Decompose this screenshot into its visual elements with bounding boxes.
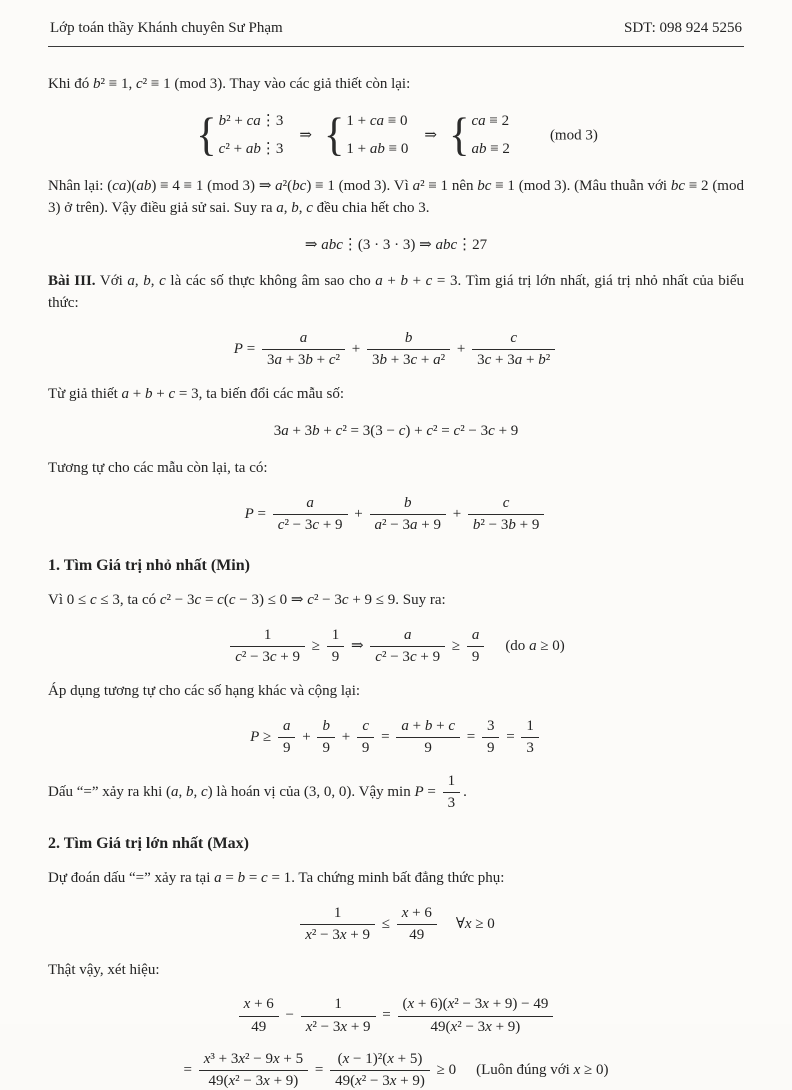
text-run: Dấu “=” xảy ra khi <box>48 783 166 800</box>
fraction <box>467 627 485 667</box>
cases-rows <box>471 111 509 162</box>
fraction-numerator: 1 <box>300 905 375 925</box>
fraction-numerator: a <box>273 495 348 515</box>
math-run: = <box>377 729 394 746</box>
fraction-numerator: c <box>357 718 375 738</box>
fraction-denominator: 3b + 3c + a² <box>372 352 446 368</box>
paragraph <box>48 590 744 612</box>
display-equation <box>48 495 744 535</box>
text-run: (mod 3) ⇒ <box>203 178 276 194</box>
fraction <box>278 718 296 758</box>
fraction <box>472 330 555 370</box>
math-run: (3, 0, 0) <box>303 783 352 800</box>
fraction-denominator: b² − 3b + 9 <box>472 516 540 533</box>
fraction-denominator: 3 <box>526 740 534 757</box>
fraction-numerator: a + b + c <box>396 718 460 738</box>
fraction-numerator: 1 <box>230 627 305 647</box>
fraction-numerator: a <box>278 718 296 738</box>
fraction-numerator: (x − 1)²(x + 5) <box>330 1051 430 1071</box>
heading-text: 1. Tìm Giá trị nhỏ nhất (Min) <box>48 557 250 574</box>
text-run: là các số thực không âm sao cho <box>165 273 376 290</box>
fraction-denominator: x² − 3x + 9 <box>305 1018 371 1035</box>
fraction-numerator: a <box>370 627 445 647</box>
display-equation <box>48 1051 744 1090</box>
fraction-numerator: b <box>370 495 446 515</box>
paragraph <box>48 960 744 982</box>
math-run: a + b + c = 3 <box>121 386 199 403</box>
fraction-numerator: c <box>468 495 544 515</box>
text-run: , ta biến đổi các mẫu số: <box>198 386 344 403</box>
display-equation <box>48 330 744 370</box>
math-run: ⇒ abc⋮(3 · 3 · 3) ⇒ abc⋮27 <box>304 236 488 253</box>
text-run: . <box>463 783 467 800</box>
fraction-numerator: 1 <box>327 627 345 647</box>
case-row: 1 + ab ≡ 0 <box>346 141 409 158</box>
display-equation <box>48 235 744 257</box>
display-equation <box>48 111 744 162</box>
math-run: P ≥ <box>250 729 275 746</box>
text-run: (Luôn đúng với <box>476 1062 574 1079</box>
math-run: ⇒ <box>299 127 312 144</box>
text-run: là hoán vị của <box>212 783 304 800</box>
fraction <box>367 330 450 370</box>
fraction <box>230 627 305 667</box>
paragraph <box>48 458 744 480</box>
fraction <box>521 718 539 758</box>
text-run: . Vậy min <box>351 783 415 800</box>
fraction <box>397 905 437 945</box>
text-run: Thật vậy, xét hiệu: <box>48 961 160 978</box>
section-heading <box>48 832 744 855</box>
fraction-denominator: x² − 3x + 9 <box>305 927 370 944</box>
paragraph <box>48 271 744 315</box>
math-run: = <box>311 1062 328 1079</box>
fraction-denominator: a² − 3a + 9 <box>374 516 441 533</box>
fraction-numerator: 3 <box>482 718 500 738</box>
fraction-denominator: 9 <box>331 649 340 666</box>
display-equation <box>48 421 744 443</box>
text-run: Nhân lại: <box>48 178 108 194</box>
case-row: ab ≡ 2 <box>471 141 510 158</box>
fraction-numerator: x³ + 3x² − 9x + 5 <box>199 1051 308 1071</box>
fraction-denominator: 9 <box>424 740 432 757</box>
fraction-denominator: 3a + 3b + c² <box>266 352 341 368</box>
math-run: b² ≡ 1, c² ≡ 1 <box>93 75 171 92</box>
fraction-numerator: (x + 6)(x² − 3x + 9) − 49 <box>398 996 554 1016</box>
text-run: ) <box>603 1062 609 1079</box>
fraction <box>468 495 544 535</box>
fraction <box>199 1051 308 1090</box>
fraction-denominator: 9 <box>282 740 291 757</box>
fraction-numerator: x + 6 <box>397 905 437 925</box>
math-run: + <box>298 729 315 746</box>
fraction <box>370 495 446 535</box>
text-run: Dự đoán dấu “=” xảy ra tại <box>48 870 215 887</box>
header-phone-number: SDT: 098 924 5256 <box>623 20 742 36</box>
fraction <box>239 996 279 1036</box>
document-header <box>48 14 744 47</box>
math-run: ≤ <box>377 916 394 933</box>
text-run: đều chia hết cho 3. <box>312 199 430 216</box>
math-run: a, b, c <box>276 199 313 216</box>
fraction-numerator: c <box>472 330 555 350</box>
header-class-name: Lớp toán thầy Khánh chuyên Sư Phạm <box>50 20 283 36</box>
fraction-numerator: 1 <box>301 996 376 1016</box>
math-run: + <box>448 505 465 522</box>
math-run: a, b, c <box>127 273 166 290</box>
math-run: bc ≡ 1 <box>477 178 515 194</box>
case-row: b² + ca⋮3 <box>218 112 284 129</box>
math-run: P = <box>414 783 440 800</box>
fraction-denominator: 49 <box>251 1018 267 1035</box>
math-run: (a, b, c) <box>166 783 213 800</box>
fraction-denominator: c² − 3c + 9 <box>277 516 343 533</box>
text-run: (mod 3) <box>549 127 598 144</box>
math-run: a + b + c = 3 <box>375 273 458 290</box>
fraction <box>327 627 345 667</box>
fraction <box>273 495 348 535</box>
left-brace-icon: { <box>196 109 217 161</box>
math-run: P = <box>244 505 270 522</box>
math-run: = <box>378 1007 395 1024</box>
text-run: Áp dụng tương tự cho các số hạng khác và cộng lại: <box>48 683 361 700</box>
left-brace-icon: { <box>448 109 470 161</box>
math-run: 3a + 3b + c² = 3(3 − c) + c² = c² − 3c + 9 <box>273 423 519 439</box>
fraction-numerator: b <box>367 330 450 350</box>
text-run: . Ta chứng minh bất đẳng thức phụ: <box>291 870 505 887</box>
math-run: + <box>350 505 367 522</box>
fraction <box>317 718 335 758</box>
paragraph <box>48 176 744 220</box>
math-run: a ≥ 0 <box>529 638 560 655</box>
fraction-denominator: 9 <box>471 649 480 666</box>
paragraph <box>48 384 744 406</box>
math-run: ⇒ <box>347 638 368 655</box>
fraction-denominator: 49(x² − 3x + 9) <box>430 1018 521 1035</box>
math-run: ≥ <box>448 638 464 655</box>
math-run: c² − 3c = c(c − 3) ≤ 0 ⇒ c² − 3c + 9 ≤ 9 <box>159 592 396 609</box>
paragraph <box>48 681 744 703</box>
fraction-numerator: 1 <box>443 773 461 793</box>
text-run: Khi đó <box>48 75 93 92</box>
paragraph <box>48 868 744 890</box>
math-run: = <box>462 729 479 746</box>
math-run: ≥ <box>307 638 324 655</box>
fraction <box>370 627 445 667</box>
math-run: − <box>281 1007 298 1024</box>
fraction-numerator: b <box>317 718 335 738</box>
math-run: + <box>337 729 354 746</box>
left-brace-icon: { <box>323 109 345 161</box>
text-run: (do <box>505 638 530 655</box>
math-run: a²(bc) ≡ 1 <box>275 178 335 194</box>
cases-rows <box>219 111 284 162</box>
math-run: ∀x ≥ 0 <box>455 916 495 933</box>
cases-system <box>324 111 408 162</box>
text-run: Từ giả thiết <box>48 386 122 403</box>
text-run: . Tìm giá trị lớn nhất, giá trị nhỏ nhất của biểu thức: <box>48 273 745 311</box>
math-run: + <box>348 340 365 357</box>
text-run: ) <box>559 638 565 655</box>
case-row: ca ≡ 2 <box>471 112 510 129</box>
fraction-denominator: 3 <box>447 794 456 811</box>
fraction-numerator: a <box>262 330 345 350</box>
case-row: c² + ab⋮3 <box>218 141 284 158</box>
fraction <box>398 996 554 1036</box>
fraction <box>482 718 500 758</box>
display-equation <box>48 718 744 758</box>
fraction <box>443 773 461 813</box>
math-run: bc ≡ 2 <box>670 178 709 194</box>
math-run: + <box>453 340 470 357</box>
display-equation <box>48 996 744 1036</box>
section-heading <box>48 554 744 577</box>
fraction-denominator: 9 <box>322 740 330 757</box>
paragraph <box>48 74 744 96</box>
math-run: a² ≡ 1 <box>412 178 449 194</box>
text-run: . Suy ra: <box>395 592 446 609</box>
text-run: Vì <box>48 592 67 609</box>
fraction <box>262 330 345 370</box>
math-run: a = b = c = 1 <box>214 870 292 887</box>
fraction <box>357 718 375 758</box>
case-row: 1 + ca ≡ 0 <box>346 112 408 129</box>
fraction <box>300 905 375 945</box>
cases-system <box>449 111 510 162</box>
fraction-numerator: a <box>467 627 485 647</box>
math-run: ⇒ <box>424 127 437 144</box>
text-run: Với <box>95 273 128 290</box>
math-run: 0 ≤ c ≤ 3 <box>66 592 120 609</box>
math-run: x ≥ 0 <box>573 1062 604 1079</box>
fraction <box>301 996 376 1036</box>
text-run: , ta có <box>119 592 160 609</box>
display-equation <box>48 905 744 945</box>
cases-system <box>196 111 283 162</box>
text-run: (mod 3). (Mâu thuẫn với <box>514 178 671 194</box>
text-run: Tương tự cho các mẫu còn lại, ta có: <box>48 459 268 476</box>
fraction-denominator: 49 <box>409 927 425 944</box>
fraction <box>396 718 460 758</box>
display-equation <box>48 627 744 667</box>
math-run: P = <box>233 340 259 357</box>
document-body <box>48 47 744 1090</box>
bold-run: Bài III. <box>48 273 96 290</box>
fraction-numerator: x + 6 <box>239 996 279 1016</box>
cases-rows <box>346 111 408 162</box>
math-run: ≥ 0 <box>432 1062 457 1079</box>
text-run: (mod 3). Vì <box>334 178 413 194</box>
fraction-numerator: 1 <box>521 718 539 738</box>
fraction <box>330 1051 430 1090</box>
fraction-denominator: 9 <box>486 740 495 757</box>
fraction-denominator: c² − 3c + 9 <box>375 649 441 666</box>
heading-text: 2. Tìm Giá trị lớn nhất (Max) <box>48 835 250 853</box>
math-run: (ca)(ab) ≡ 4 ≡ 1 <box>107 178 204 194</box>
fraction-denominator: c² − 3c + 9 <box>235 649 300 666</box>
text-run: nên <box>448 178 478 194</box>
fraction-denominator: 49(x² − 3x + 9) <box>335 1073 425 1090</box>
math-run: = <box>183 1062 196 1079</box>
text-run: (mod 3) ở trên). Vậy điều giả sử sai. Suy ra <box>48 178 744 216</box>
math-run: = <box>502 729 519 746</box>
fraction-denominator: 49(x² − 3x + 9) <box>208 1073 299 1090</box>
text-run: (mod 3). Thay vào các giả thiết còn lại: <box>170 75 411 92</box>
fraction-denominator: 9 <box>361 740 370 757</box>
fraction-denominator: 3c + 3a + b² <box>477 352 551 368</box>
paragraph <box>48 773 744 813</box>
